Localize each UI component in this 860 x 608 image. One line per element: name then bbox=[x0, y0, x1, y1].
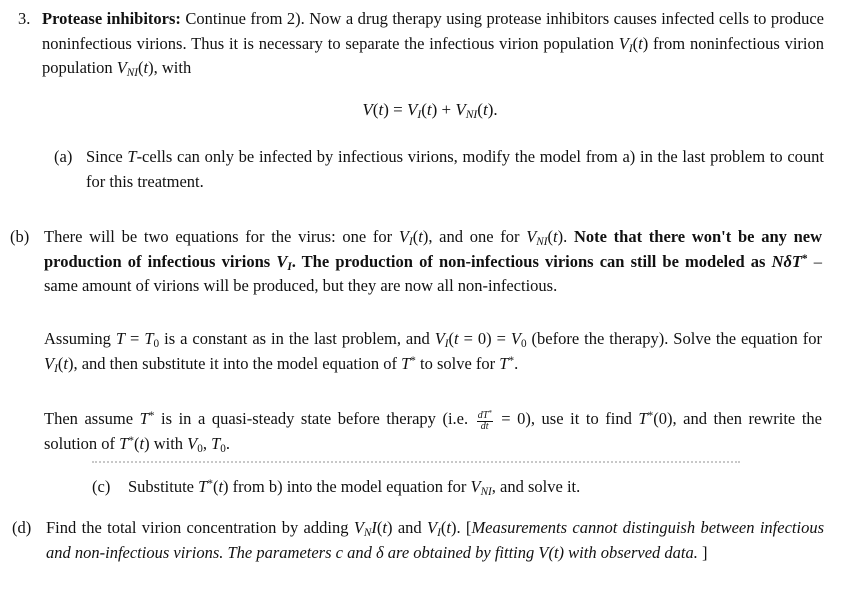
problem-3-intro: Protease inhibitors: Continue from 2). Now a drug therapy using protease inhibitors causes infected cells to produce noninfectious virions. Thus it is necessary to separate the infectious virion population $V_I(t)$ from noninfectious virion population $V_{NI}(t)$, with bbox=[42, 9, 825, 80]
part-d-text: Find the total virion concentration by adding $V_NI(t)$ and $V_I(t)$. [Measurements cannot distinguish between infectious and non-infectious virions. The parameters c and δ are obtained by fitting V(t) with observed data. ] bbox=[46, 518, 825, 562]
part-c-text: Substitute T*(t) from b) into the model equation for $V_{NI}$, and solve it. bbox=[128, 477, 581, 499]
dotted-divider bbox=[92, 461, 740, 463]
part-c-label: (c) bbox=[92, 477, 111, 496]
part-d-note: Measurements cannot distinguish between infectious and non-infectious virions. The parameters c and δ are obtained by fitting V(t) with observed data. bbox=[46, 518, 825, 562]
part-a-label: (a) bbox=[54, 147, 73, 166]
part-b-paragraph-1: There will be two equations for the virus: one for $V_I(t)$, and one for $V_{NI}(t)$. Note that there won't be any new production of infectious virions $V_I$. The production of non-infectious virions can still be modeled as NδT* – same amount of virions will be produced, but they are now all non-infectious. bbox=[44, 227, 823, 295]
part-b-label: (b) bbox=[10, 227, 30, 246]
part-d-label: (d) bbox=[12, 518, 32, 537]
derivative-fraction: $\frac{dT^*}{dt}$ bbox=[477, 409, 492, 432]
part-b-paragraph-3: Then assume T* is in a quasi-steady state before therapy (i.e. $\frac{dT^*}{dt}$ = 0), use it to find T*(0), and then rewrite the solution of T*(t) with $V_0$, $T_0$. bbox=[44, 409, 822, 456]
part-a-text: Since T-cells can only be infected by infectious virions, modify the model from a) in the last problem to count for this treatment. bbox=[86, 147, 824, 191]
main-equation: $V(t) = V_I(t) + V_{NI}(t)$. bbox=[362, 100, 498, 122]
part-b-paragraph-2: Assuming $T = T_0$ is a constant as in the last problem, and $V_I(t = 0) = V_0$ (before the therapy). Solve the equation for $V_I(t)$, and then substitute it into the model equation of T* to solve for T*. bbox=[44, 329, 823, 375]
problem-title: Protease inhibitors: bbox=[42, 9, 181, 28]
problem-number: 3. bbox=[18, 9, 31, 28]
